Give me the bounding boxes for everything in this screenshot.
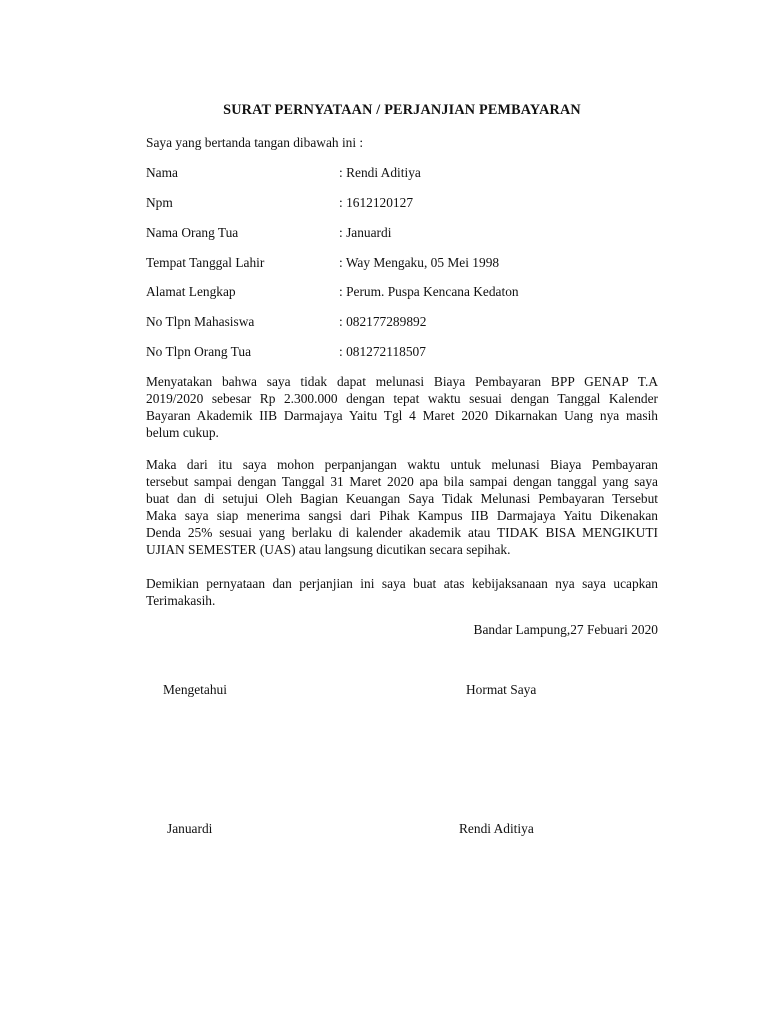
field-value-nama-orang-tua: : Januardi [339, 225, 392, 240]
signature-right-label: Hormat Saya [466, 682, 537, 697]
paragraph-line: Demikian pernyataan dan perjanjian ini saya buat atas kebijaksanaan nya saya ucapkan [146, 576, 658, 591]
paragraph-closing [146, 575, 658, 609]
paragraph-statement [146, 373, 658, 441]
signature-left-name: Januardi [167, 821, 213, 836]
field-value-tlpn-orang-tua: : 081272118507 [339, 344, 426, 359]
field-label-nama-orang-tua: Nama Orang Tua [146, 225, 239, 240]
document-title: SURAT PERNYATAAN / PERJANJIAN PEMBAYARAN [223, 102, 581, 118]
paragraph-line: Terimakasih. [146, 593, 216, 608]
paragraph-line: UJIAN SEMESTER (UAS) atau langsung dicutikan secara sepihak. [146, 542, 511, 557]
field-label-tlpn-mahasiswa: No Tlpn Mahasiswa [146, 314, 255, 329]
paragraph-line: Maka saya siap menerima sangsi dari Pihak Kampus IIB Darmajaya Yaitu Dikenakan [146, 508, 658, 523]
field-value-tlpn-mahasiswa: : 082177289892 [339, 314, 427, 329]
signature-left-label: Mengetahui [163, 682, 227, 697]
paragraph-line: Menyatakan bahwa saya tidak dapat melunasi Biaya Pembayaran BPP GENAP T.A [146, 374, 658, 389]
paragraph-line: buat dan di setujui Oleh Bagian Keuangan Saya Tidak Melunasi Pembayaran Tersebut [146, 491, 658, 506]
field-label-npm: Npm [146, 195, 173, 210]
paragraph-line: Maka dari itu saya mohon perpanjangan waktu untuk melunasi Biaya Pembayaran [146, 457, 658, 472]
field-label-nama: Nama [146, 165, 178, 180]
paragraph-line: 2019/2020 sebesar Rp 2.300.000 dengan tepat waktu sesuai dengan Tanggal Kalender [146, 391, 658, 406]
field-value-npm: : 1612120127 [339, 195, 414, 210]
field-value-nama: : Rendi Aditiya [339, 165, 421, 180]
field-label-alamat: Alamat Lengkap [146, 284, 236, 299]
field-label-ttl: Tempat Tanggal Lahir [146, 255, 265, 270]
signature-right-name: Rendi Aditiya [459, 821, 534, 836]
field-label-tlpn-orang-tua: No Tlpn Orang Tua [146, 344, 252, 359]
place-date: Bandar Lampung,27 Febuari 2020 [473, 622, 658, 637]
field-value-alamat: : Perum. Puspa Kencana Kedaton [339, 284, 519, 299]
field-value-ttl: : Way Mengaku, 05 Mei 1998 [339, 255, 500, 270]
paragraph-request [146, 456, 658, 558]
paragraph-line: Bayaran Akademik IIB Darmajaya Yaitu Tgl 4 Maret 2020 Dikarnakan Uang nya masih [146, 408, 658, 423]
paragraph-line: belum cukup. [146, 425, 219, 440]
paragraph-line: Denda 25% sesuai yang berlaku di kalender akademik atau TIDAK BISA MENGIKUTI [146, 525, 658, 540]
intro-text: Saya yang bertanda tangan dibawah ini : [146, 135, 364, 150]
paragraph-line: tersebut sampai dengan Tanggal 31 Maret 2020 apa bila sampai dengan tanggal yang saya [146, 474, 658, 489]
